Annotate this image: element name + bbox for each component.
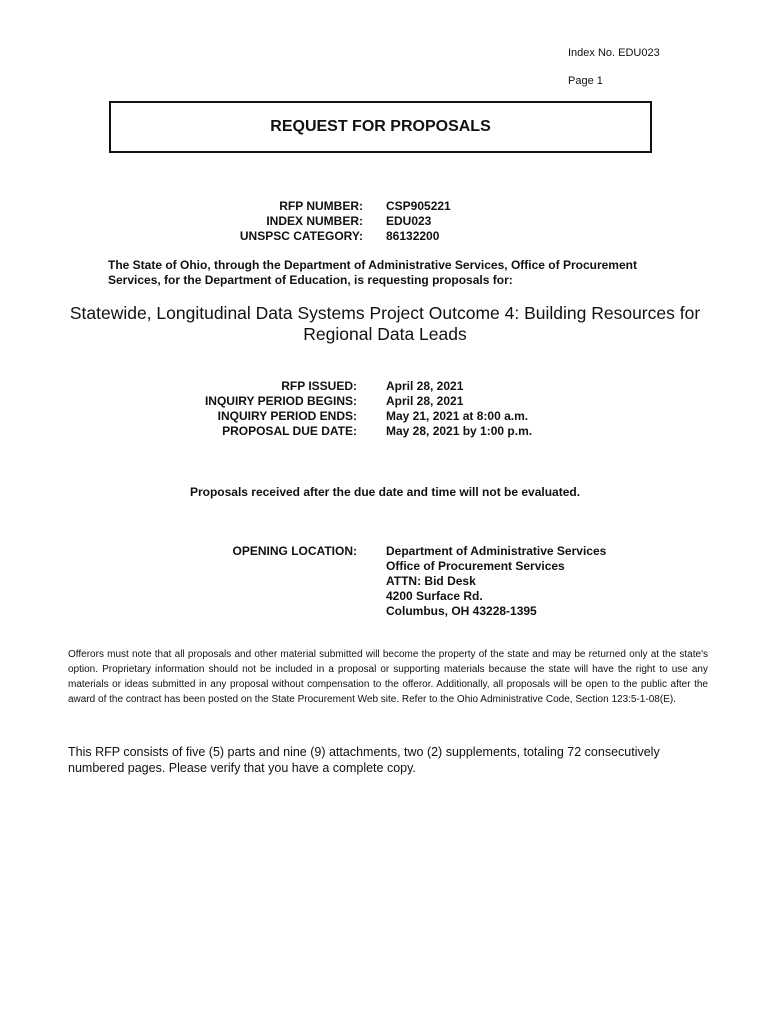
index-number-header: Index No. EDU023	[568, 47, 660, 59]
rfp-number-value: CSP905221	[386, 199, 451, 213]
inquiry-begins-value: April 28, 2021	[386, 394, 464, 408]
proposal-due-value: May 28, 2021 by 1:00 p.m.	[386, 424, 533, 438]
rfp-info-labels	[180, 199, 363, 244]
rfp-issued-value: April 28, 2021	[386, 379, 464, 393]
index-number-value: EDU023	[386, 214, 432, 228]
rfp-info-values	[386, 199, 451, 244]
late-proposals-notice: Proposals received after the due date and time will not be evaluated.	[189, 485, 581, 499]
address-line: ATTN: Bid Desk	[386, 574, 476, 588]
page-number: Page 1	[568, 75, 603, 87]
document-title: REQUEST FOR PROPOSALS	[270, 118, 491, 135]
inquiry-ends-label: INQUIRY PERIOD ENDS:	[217, 409, 357, 423]
intro-paragraph: The State of Ohio, through the Department of Administrative Services, Office of Procurement Services, for the Department of Education, is requesting proposals for:	[108, 258, 637, 287]
date-labels	[150, 379, 357, 439]
opening-location-label-block	[150, 544, 357, 559]
project-title: Statewide, Longitudinal Data Systems Project Outcome 4: Building Resources for Regional Data Leads	[69, 303, 701, 344]
unspsc-category-label: UNSPSC CATEGORY:	[239, 229, 363, 243]
rfp-issued-label: RFP ISSUED:	[281, 379, 357, 393]
address-line: Department of Administrative Services	[386, 544, 607, 558]
address-line: Columbus, OH 43228-1395	[386, 604, 537, 618]
opening-location-label: OPENING LOCATION:	[232, 544, 357, 558]
address-line: Office of Procurement Services	[386, 559, 565, 573]
proposal-due-label: PROPOSAL DUE DATE:	[222, 424, 357, 438]
inquiry-begins-label: INQUIRY PERIOD BEGINS:	[204, 394, 357, 408]
closing-statement: This RFP consists of five (5) parts and nine (9) attachments, two (2) supplements, totaling 72 consecutively numbered pages. Please verify that you have a complete copy.	[68, 745, 660, 775]
rfp-number-label: RFP NUMBER:	[279, 199, 363, 213]
opening-location-address	[386, 544, 606, 619]
inquiry-ends-value: May 21, 2021 at 8:00 a.m.	[386, 409, 529, 423]
index-number-label: INDEX NUMBER:	[266, 214, 363, 228]
document-title-box	[109, 101, 652, 153]
date-values	[386, 379, 532, 439]
unspsc-category-value: 86132200	[386, 229, 440, 243]
offerors-notice: Offerors must note that all proposals and other material submitted will become the property of the state and may be returned only at the state's option. Proprietary information should not be included in a proposal or supporting materials because the state will have the right to use any materials or ideas submitted in any proposal without compensation to the offeror. Additionally, all proposals will be open to the public after the award of the contract has been posted on the State Procurement Web site. Refer to the Ohio Administrative Code, Section 123:5-1-08(E).	[68, 649, 708, 705]
address-line: 4200 Surface Rd.	[386, 589, 483, 603]
